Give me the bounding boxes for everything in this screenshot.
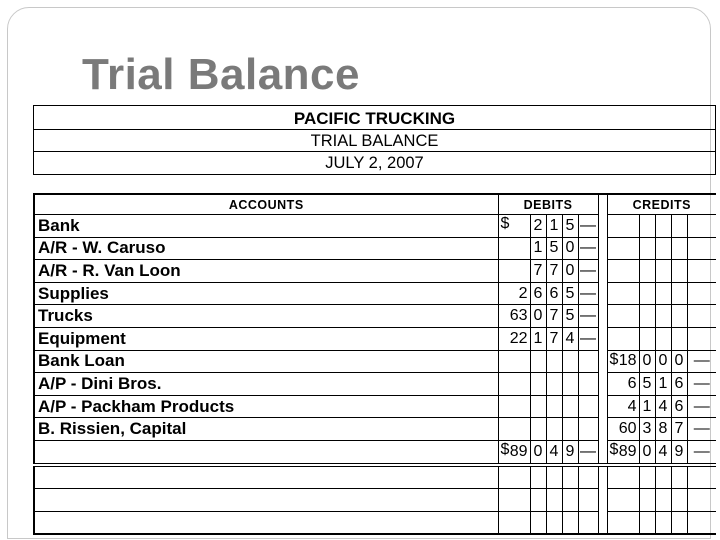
blank-cell xyxy=(562,511,578,534)
statement-name-row xyxy=(33,129,716,152)
currency-symbol: $ xyxy=(609,350,619,368)
credit-digit xyxy=(607,215,639,238)
debit-digit xyxy=(530,350,546,373)
column-gap xyxy=(598,395,607,418)
credit-dash: — xyxy=(687,418,716,441)
column-gap xyxy=(598,237,607,260)
blank-cell xyxy=(546,489,562,512)
credit-digit xyxy=(655,327,671,350)
blank-cell xyxy=(687,511,716,534)
credit-digit xyxy=(639,260,655,283)
debit-digit xyxy=(546,305,562,328)
credit-dash xyxy=(687,327,716,350)
blank-cell xyxy=(607,489,639,512)
account-row xyxy=(34,282,716,305)
total-debit-dash: — xyxy=(578,440,598,464)
credit-digit xyxy=(671,418,687,441)
totals-row xyxy=(34,440,716,464)
debit-dash xyxy=(578,350,598,373)
debit-digit xyxy=(562,260,578,283)
column-gap xyxy=(598,327,607,350)
credit-digit xyxy=(607,260,639,283)
blank-cell xyxy=(498,465,530,489)
debit-digit-value: 0 xyxy=(565,239,575,257)
credit-digit xyxy=(671,395,687,418)
blank-cell xyxy=(639,511,655,534)
blank-row xyxy=(34,511,716,534)
credit-digit xyxy=(639,373,655,396)
blank-cell xyxy=(671,465,687,489)
blank-cell xyxy=(655,511,671,534)
debit-digit xyxy=(562,282,578,305)
total-credit-digit-value: 4 xyxy=(658,442,668,460)
credit-digit xyxy=(639,282,655,305)
debit-digit xyxy=(530,260,546,283)
credit-dash xyxy=(687,282,716,305)
column-gap xyxy=(598,260,607,283)
blank-cell xyxy=(578,489,598,512)
credit-digit-value: 0 xyxy=(674,352,684,370)
debit-digit xyxy=(562,418,578,441)
credit-digit-value: 1 xyxy=(658,374,668,392)
blank-cell xyxy=(34,465,498,489)
credit-digit-value: 8 xyxy=(658,420,668,438)
blank-cell xyxy=(562,465,578,489)
debit-digit xyxy=(498,215,530,238)
account-name: Trucks xyxy=(34,305,498,328)
credit-dash xyxy=(687,305,716,328)
account-row xyxy=(34,350,716,373)
column-header-row xyxy=(34,194,716,215)
credit-digit-value: 18 xyxy=(618,352,637,370)
total-credit-digit-value: 89 xyxy=(618,442,637,460)
credit-digit-value: 7 xyxy=(674,420,684,438)
debit-dash xyxy=(578,418,598,441)
debit-digit xyxy=(498,305,530,328)
credit-digit-value: 6 xyxy=(674,397,684,415)
total-credit-digit xyxy=(607,440,639,464)
debit-digit xyxy=(530,418,546,441)
credit-digit xyxy=(671,282,687,305)
blank-cell xyxy=(530,489,546,512)
credit-digit-value: 1 xyxy=(642,397,652,415)
credit-dash xyxy=(687,237,716,260)
total-debit-digit xyxy=(546,440,562,464)
total-credit-digit-value: 9 xyxy=(674,442,684,460)
account-name: A/R - W. Caruso xyxy=(34,237,498,260)
credit-digit xyxy=(639,327,655,350)
credit-digit xyxy=(607,327,639,350)
debit-digit-value: 4 xyxy=(565,329,575,347)
blank-cell xyxy=(530,511,546,534)
credit-digit-value: 4 xyxy=(658,397,668,415)
debit-digit xyxy=(546,237,562,260)
debit-digit xyxy=(530,282,546,305)
account-name: Bank xyxy=(34,215,498,238)
debit-digit xyxy=(546,260,562,283)
credit-digit xyxy=(655,395,671,418)
total-credit-digit xyxy=(671,440,687,464)
debit-digit-value: 2 xyxy=(518,284,528,302)
debit-digit xyxy=(530,237,546,260)
credit-digit xyxy=(607,305,639,328)
debit-digit xyxy=(562,395,578,418)
debit-digit-value: 1 xyxy=(533,329,543,347)
credit-digit xyxy=(671,373,687,396)
debit-digit xyxy=(530,327,546,350)
credit-digit-value: 60 xyxy=(618,420,637,438)
debit-digit xyxy=(498,395,530,418)
debit-digit-value: 5 xyxy=(565,284,575,302)
debit-digit-value: 0 xyxy=(565,261,575,279)
column-gap xyxy=(598,194,607,215)
total-debit-digit-value: 4 xyxy=(549,442,559,460)
debit-digit-value: 6 xyxy=(549,284,559,302)
credit-digit-value: 3 xyxy=(642,420,652,438)
credit-digit xyxy=(607,373,639,396)
blank-cell xyxy=(671,511,687,534)
account-name: A/R - R. Van Loon xyxy=(34,260,498,283)
credit-digit xyxy=(639,350,655,373)
credits-column-header: CREDITS xyxy=(607,194,716,215)
blank-cell xyxy=(687,465,716,489)
debit-digit-value: 5 xyxy=(549,239,559,257)
debit-digit xyxy=(546,350,562,373)
credit-digit-value: 0 xyxy=(658,352,668,370)
debit-dash xyxy=(578,373,598,396)
total-debit-digit xyxy=(498,440,530,464)
company-name: PACIFIC TRUCKING xyxy=(293,109,456,128)
column-gap xyxy=(598,418,607,441)
blank-cell xyxy=(639,489,655,512)
column-gap xyxy=(598,282,607,305)
credit-digit xyxy=(655,373,671,396)
debit-digit xyxy=(562,350,578,373)
column-gap xyxy=(598,350,607,373)
account-row xyxy=(34,395,716,418)
credit-digit xyxy=(655,282,671,305)
blank-cell xyxy=(562,489,578,512)
debit-digit xyxy=(498,350,530,373)
debit-digit-value: 63 xyxy=(509,307,528,325)
account-name: A/P - Packham Products xyxy=(34,395,498,418)
debit-digit xyxy=(530,395,546,418)
credit-digit-value: 5 xyxy=(642,374,652,392)
blank-cell xyxy=(34,511,498,534)
debit-digit xyxy=(498,327,530,350)
debit-digit-value: 1 xyxy=(549,216,559,234)
debit-digit-value: 7 xyxy=(549,329,559,347)
total-debit-digit-value: 0 xyxy=(533,442,543,460)
debit-digit-value: 7 xyxy=(549,261,559,279)
blank-cell xyxy=(578,511,598,534)
credit-digit xyxy=(655,260,671,283)
account-row xyxy=(34,215,716,238)
blank-cell xyxy=(34,489,498,512)
credit-digit-value: 6 xyxy=(627,374,637,392)
accounts-column-header: ACCOUNTS xyxy=(34,194,498,215)
account-row xyxy=(34,260,716,283)
statement-date: JULY 2, 2007 xyxy=(325,154,424,172)
debit-digit-value: 7 xyxy=(533,261,543,279)
credit-digit xyxy=(655,350,671,373)
debit-digit xyxy=(562,237,578,260)
credit-digit xyxy=(671,237,687,260)
debit-digit xyxy=(546,282,562,305)
blank-cell xyxy=(655,489,671,512)
credit-dash xyxy=(687,260,716,283)
debit-digit xyxy=(498,237,530,260)
slide-title: Trial Balance xyxy=(82,50,360,99)
account-row xyxy=(34,373,716,396)
debit-digit xyxy=(546,373,562,396)
debits-column-header: DEBITS xyxy=(498,194,598,215)
blank-cell xyxy=(687,489,716,512)
debit-dash: — xyxy=(578,215,598,238)
credit-digit xyxy=(655,305,671,328)
account-name: A/P - Dini Bros. xyxy=(34,373,498,396)
debit-digit xyxy=(530,373,546,396)
blank-cell xyxy=(530,465,546,489)
credit-digit xyxy=(671,327,687,350)
credit-digit xyxy=(655,418,671,441)
total-debit-digit-value: 9 xyxy=(565,442,575,460)
column-gap xyxy=(598,305,607,328)
credit-digit-value: 4 xyxy=(627,397,637,415)
debit-digit xyxy=(530,305,546,328)
column-gap xyxy=(598,465,607,489)
debit-dash xyxy=(578,395,598,418)
blank-cell xyxy=(546,465,562,489)
debit-digit xyxy=(498,260,530,283)
credit-dash xyxy=(687,215,716,238)
blank-cell xyxy=(498,489,530,512)
credit-digit xyxy=(639,237,655,260)
debit-digit xyxy=(562,305,578,328)
account-row xyxy=(34,327,716,350)
credit-digit xyxy=(639,418,655,441)
statement-name: TRIAL BALANCE xyxy=(310,132,439,150)
debit-digit xyxy=(546,418,562,441)
debit-digit-value: 1 xyxy=(533,239,543,257)
credit-digit xyxy=(607,237,639,260)
credit-digit xyxy=(639,215,655,238)
debit-dash: — xyxy=(578,327,598,350)
account-name: Supplies xyxy=(34,282,498,305)
debit-digit xyxy=(546,327,562,350)
column-gap xyxy=(598,511,607,534)
debit-dash: — xyxy=(578,305,598,328)
total-credit-digit xyxy=(639,440,655,464)
account-row xyxy=(34,418,716,441)
credit-digit xyxy=(639,395,655,418)
total-credit-digit xyxy=(655,440,671,464)
credit-digit xyxy=(655,215,671,238)
column-gap xyxy=(598,440,607,464)
blank-cell xyxy=(546,511,562,534)
credit-digit xyxy=(639,305,655,328)
account-name: Equipment xyxy=(34,327,498,350)
debit-digit-value: 6 xyxy=(533,284,543,302)
credit-digit xyxy=(607,418,639,441)
blank-cell xyxy=(607,465,639,489)
credit-digit xyxy=(671,305,687,328)
account-row xyxy=(34,237,716,260)
credit-digit xyxy=(655,237,671,260)
blank-cell xyxy=(639,465,655,489)
credit-dash: — xyxy=(687,373,716,396)
statement-date-row xyxy=(33,151,716,175)
credit-digit xyxy=(607,395,639,418)
debit-dash: — xyxy=(578,260,598,283)
trial-balance-table xyxy=(33,193,716,535)
blank-row xyxy=(34,465,716,489)
currency-symbol: $ xyxy=(500,215,510,232)
trial-balance-document xyxy=(33,105,716,540)
debit-digit xyxy=(498,282,530,305)
debit-digit xyxy=(562,215,578,238)
account-name: B. Rissien, Capital xyxy=(34,418,498,441)
column-gap xyxy=(598,373,607,396)
credit-digit xyxy=(607,282,639,305)
debit-digit xyxy=(498,418,530,441)
blank-cell xyxy=(498,511,530,534)
credit-digit-value: 6 xyxy=(674,374,684,392)
debit-digit-value: 22 xyxy=(509,329,528,347)
blank-cell xyxy=(578,465,598,489)
credit-dash: — xyxy=(687,395,716,418)
total-debit-digit xyxy=(530,440,546,464)
blank-row xyxy=(34,489,716,512)
blank-cell xyxy=(607,511,639,534)
credit-digit xyxy=(607,350,639,373)
currency-symbol: $ xyxy=(609,440,619,458)
debit-digit xyxy=(546,215,562,238)
debit-digit-value: 2 xyxy=(533,216,543,234)
column-gap xyxy=(598,215,607,238)
total-debit-digit xyxy=(562,440,578,464)
debit-digit xyxy=(562,327,578,350)
debit-digit-value: 0 xyxy=(533,307,543,325)
credit-digit xyxy=(671,215,687,238)
total-credit-dash: — xyxy=(687,440,716,464)
debit-digit-value: 7 xyxy=(549,307,559,325)
credit-digit-value: 0 xyxy=(642,352,652,370)
debit-digit-value: 5 xyxy=(565,216,575,234)
debit-dash: — xyxy=(578,282,598,305)
total-credit-digit-value: 0 xyxy=(642,442,652,460)
debit-digit-value: 5 xyxy=(565,307,575,325)
blank-cell xyxy=(671,489,687,512)
credit-digit xyxy=(671,260,687,283)
total-debit-digit-value: 89 xyxy=(509,442,528,460)
debit-digit xyxy=(562,373,578,396)
column-gap xyxy=(598,489,607,512)
currency-symbol: $ xyxy=(500,440,510,458)
company-name-row xyxy=(33,105,716,130)
debit-digit xyxy=(498,373,530,396)
account-name: Bank Loan xyxy=(34,350,498,373)
credit-digit xyxy=(671,350,687,373)
totals-label xyxy=(34,440,498,464)
debit-dash: — xyxy=(578,237,598,260)
blank-cell xyxy=(655,465,671,489)
debit-digit xyxy=(530,215,546,238)
debit-digit xyxy=(546,395,562,418)
credit-dash: — xyxy=(687,350,716,373)
account-row xyxy=(34,305,716,328)
